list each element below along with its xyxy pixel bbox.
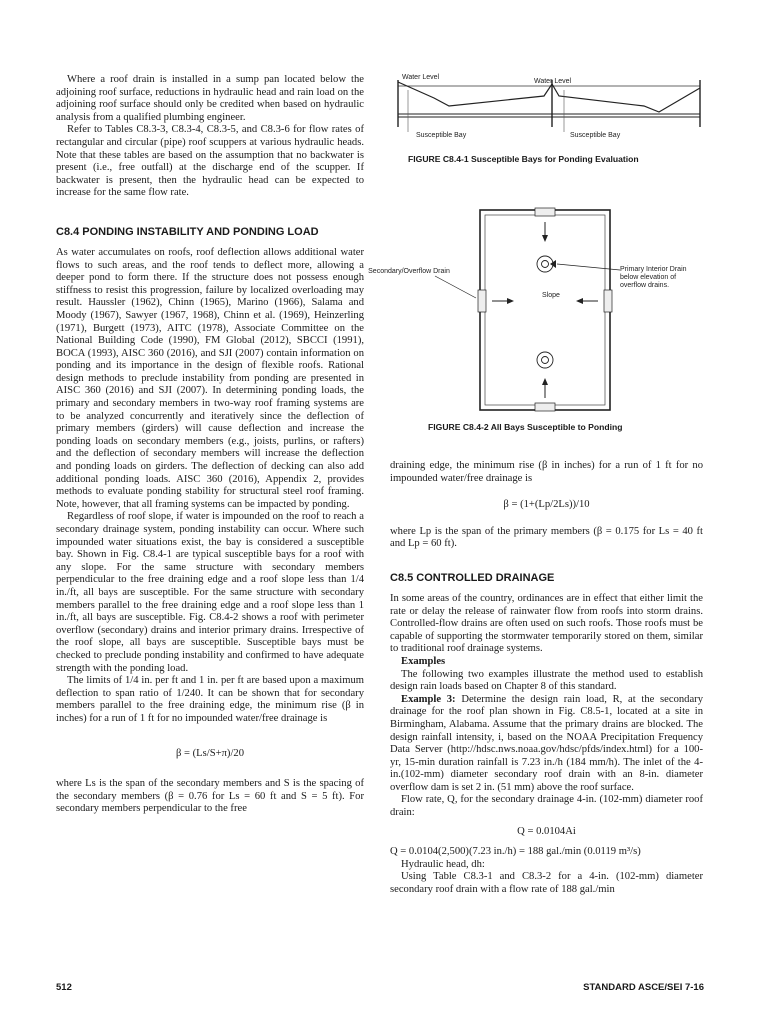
paragraph-controlled-drainage: In some areas of the country, ordinances are in effect that either limit the rate or delay the release of rainwater flow from roofs into storm drains. Controlled-flow drains are often used on such roofs. Those roofs must be capable of supporting the stormwater temporarily stored on them, similar to traditional roof drainage systems. <box>390 592 703 655</box>
paragraph-table-lookup: Using Table C8.3-1 and C8.3-2 for a 4-in. (102-mm) diameter secondary roof drain with a flow rate of 188 gal./min <box>390 871 703 896</box>
paragraph-flow-rate: Flow rate, Q, for the secondary drainage 4-in. (102-mm) diameter roof drain: <box>390 794 703 819</box>
primary-interior-drain-label: Primary Interior Drain below elevation of overflow drains. <box>620 266 687 289</box>
equation-beta-primary: β = (1+(Lp/2Ls))/10 <box>503 499 590 511</box>
equation-flow-rate: Q = 0.0104Ai <box>517 825 576 837</box>
left-column <box>56 74 364 816</box>
water-level-label-2: Water Level <box>534 78 572 85</box>
right-column <box>390 460 703 897</box>
equation-flow-rate-value: Q = 0.0104(2,500)(7.23 in./h) = 188 gal./min (0.0119 m³/s) <box>390 846 641 858</box>
water-level-label-1: Water Level <box>402 74 440 81</box>
susceptible-bay-label-1: Susceptible Bay <box>416 132 467 139</box>
susceptible-bay-label-2: Susceptible Bay <box>570 132 621 139</box>
paragraph-susceptible-bays: Regardless of roof slope, if water is impounded on the roof to reach a secondary drainage system, ponding instability can occur. Where such impounded water situations exist, the bay is considered a susceptible bay. Shown in Fig. C8.4-1 are typical susceptible bays for a roof with any slope. For the same structure with secondary members perpendicular to the free draining edge and a roof slope less than 1/4 in./ft, all bays are susceptible. For the same structure with secondary members parallel to the free draining edge and a roof slope less than 1 in./ft, all bays are susceptible. Fig. C8.4-2 shows a roof with perimeter overflow (secondary) drains and interior primary drains. Irrespective of the roof slope, all bays are susceptible. Susceptible bays must be checked to preclude ponding instability and confirmed to have adequate strength with the ponding load. <box>56 511 364 674</box>
figure-c8-4-2-caption: FIGURE C8.4-2 All Bays Susceptible to Ponding <box>428 422 623 432</box>
page-number: 512 <box>56 982 72 993</box>
secondary-overflow-drain-label: Secondary/Overflow Drain <box>368 268 450 275</box>
equation-beta-secondary: β = (Ls/S+π)/20 <box>175 747 244 759</box>
paragraph-hydraulic-head: Hydraulic head, dh: <box>401 858 485 870</box>
paragraph-perpendicular-rise: draining edge, the minimum rise (β in inches) for a run of 1 ft for no impounded water/free drainage is <box>390 460 703 484</box>
figure-c8-4-1 <box>394 72 704 172</box>
paragraph-examples-intro: The following two examples illustrate the method used to establish design rain loads based on Chapter 8 of this standard. <box>390 668 703 693</box>
paragraph-primary-span: where Lp is the span of the primary members (β = 0.175 for Ls = 40 ft and Lp = 60 ft). <box>390 525 703 550</box>
paragraph-example-3 <box>390 694 703 795</box>
section-heading-c8-4: C8.4 PONDING INSTABILITY AND PONDING LOAD <box>56 225 319 238</box>
paragraph-sump-pan: Where a roof drain is installed in a sump pan located below the adjoining roof surface, reductions in hydraulic head and rain load on the adjoining roof surface should only be credited when based on hydraulic analysis from a qualified plumbing engineer. <box>56 74 364 123</box>
paragraph-limits: The limits of 1/4 in. per ft and 1 in. per ft are based upon a maximum deflection to span ratio of 1/240. It can be shown that for secondary members parallel to the free draining edge, the minimum rise (β in inches) for a run of 1 ft for no impounded water/free drainage is <box>56 675 364 724</box>
slope-label: Slope <box>542 292 560 299</box>
standard-label: STANDARD ASCE/SEI 7-16 <box>583 982 704 993</box>
examples-heading: Examples <box>401 655 446 667</box>
figure-c8-4-2 <box>368 200 710 435</box>
paragraph-secondary-span: where Ls is the span of the secondary members and S is the spacing of the secondary members (β = 0.76 for Ls = 60 ft and S = 5 ft). For secondary members perpendicular to the free <box>56 778 364 815</box>
example-3-label: Example 3: <box>401 693 456 705</box>
paragraph-ponding-intro: As water accumulates on roofs, roof deflection allows additional water flows to such areas, and the roof tends to deflect more, allowing a deeper pond to form there. If the structure does not possess enough stiffness to resist this progression, failure by localized overloading may result. Haussler (1962), Chinn (1965), Marino (1966), Salama and Moody (1967), Sawyer (1967, 1968), Chinn et al. (1969), Heinzerling (1971), Burgett (1973), AITC (1978), Associate Committee on the National Building Code (1990), FM Global (2012), SBCCI (1991), BOCA (1993), AISC 360 (2016), and SJI (2007) contain information on ponding and its importance in the design of flexible roofs. Rational design methods to preclude instability from ponding are presented in AISC 360 (2016) and SJI (2007). In determining ponding loads, the primary and secondary members in two-way roof framing systems are to be analyzed concurrently and iteratively since the deflection of primary members (girders) will cause deflection and increase the ponding loads on secondary members (e.g., joists, purlins, or rafters) and the deflection of secondary members will increase the deflection and ponding loads on girders. The deflection of decking can also add additional ponding loads. AISC 360 (2016), Appendix 2, provides methods to evaluate ponding stability for structural steel roof framing. Note, however, that all framing systems can be impacted by ponding. <box>56 246 364 510</box>
figure-c8-4-1-caption: FIGURE C8.4-1 Susceptible Bays for Ponding Evaluation <box>408 154 639 164</box>
example-3-text: Determine the design rain load, R, at the secondary drainage for the roof plan shown in Fig. C8.5-1, located at a site in Birmingham, Alabama. Assume that the primary drains are blocked. The design rainfall intensity, i, based on the NOAA Precipitation Frequency Data Server (http://hdsc.nws.noaa.gov/hdsc/pfds/index.html) for a 100-yr, 15-min duration rainfall is 7.23 in./h (184 mm/h). The inlet of the 4-in.(102-mm) diameter secondary roof drain with an 8-in. diameter overflow dam is set 2 in. (51 mm) above the roof surface. <box>390 693 703 793</box>
section-heading-c8-5: C8.5 CONTROLLED DRAINAGE <box>390 571 555 584</box>
paragraph-scupper-tables: Refer to Tables C8.3-3, C8.3-4, C8.3-5, and C8.3-6 for flow rates of rectangular and circular (pipe) roof scuppers at various hydraulic heads. Note that these tables are based on the assumption that no backwater is present (i.e., free outfall) at the discharge end of the scupper. If backwater is present, then the hydraulic head can be expected to increase for the same flow rate. <box>56 124 364 199</box>
ponding-plan-diagram <box>380 200 710 415</box>
